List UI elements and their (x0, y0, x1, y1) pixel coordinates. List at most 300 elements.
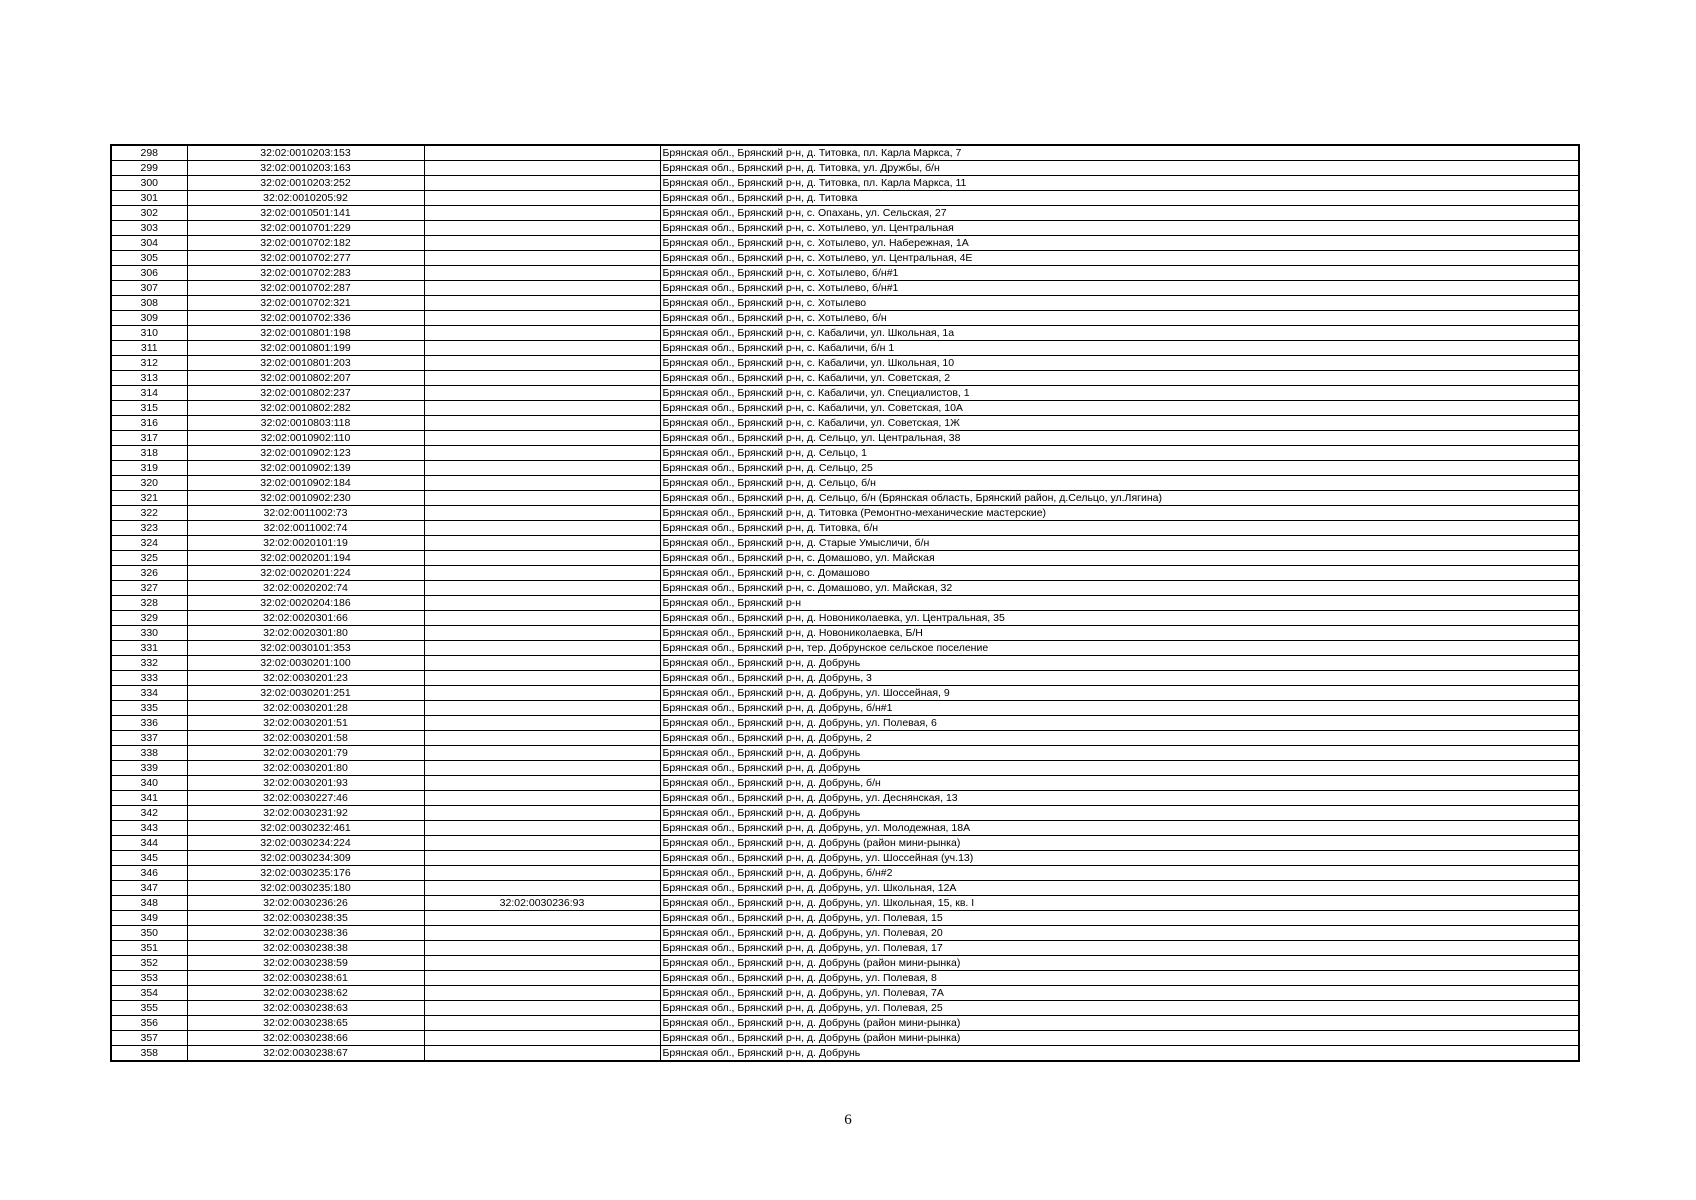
cadastral-number-cell: 32:02:0030201:80 (187, 761, 424, 776)
cadastral-number-cell: 32:02:0020201:194 (187, 551, 424, 566)
address-cell: Брянская обл., Брянский р-н, д. Добрунь, ул. Полевая, 6 (660, 716, 1579, 731)
row-number-cell: 333 (111, 671, 187, 686)
related-cadastral-number-cell: 32:02:0030236:93 (424, 896, 660, 911)
related-cadastral-number-cell (424, 596, 660, 611)
related-cadastral-number-cell (424, 506, 660, 521)
table-row (111, 641, 1579, 656)
table-row (111, 521, 1579, 536)
table-row (111, 791, 1579, 806)
address-cell: Брянская обл., Брянский р-н, с. Опахань, ул. Сельская, 27 (660, 206, 1579, 221)
row-number-cell: 351 (111, 941, 187, 956)
row-number-cell: 303 (111, 221, 187, 236)
related-cadastral-number-cell (424, 746, 660, 761)
row-number-cell: 336 (111, 716, 187, 731)
table-row (111, 971, 1579, 986)
cadastral-number-cell: 32:02:0030201:79 (187, 746, 424, 761)
table-row (111, 896, 1579, 911)
related-cadastral-number-cell (424, 491, 660, 506)
table-row (111, 596, 1579, 611)
table-row (111, 145, 1579, 161)
related-cadastral-number-cell (424, 731, 660, 746)
cadastral-number-cell: 32:02:0010801:199 (187, 341, 424, 356)
address-cell: Брянская обл., Брянский р-н, д. Сельцо, б/н (Брянская область, Брянский район, д.Сельцо, ул.Лягина) (660, 491, 1579, 506)
address-cell: Брянская обл., Брянский р-н, д. Добрунь, ул. Полевая, 25 (660, 1001, 1579, 1016)
address-cell: Брянская обл., Брянский р-н, д. Добрунь, ул. Школьная, 12А (660, 881, 1579, 896)
row-number-cell: 305 (111, 251, 187, 266)
table-row (111, 266, 1579, 281)
table-row (111, 161, 1579, 176)
cadastral-number-cell: 32:02:0010803:118 (187, 416, 424, 431)
related-cadastral-number-cell (424, 671, 660, 686)
table-row (111, 731, 1579, 746)
cadastral-number-cell: 32:02:0010701:229 (187, 221, 424, 236)
cadastral-number-cell: 32:02:0010902:139 (187, 461, 424, 476)
table-row (111, 551, 1579, 566)
related-cadastral-number-cell (424, 791, 660, 806)
cadastral-number-cell: 32:02:0030235:176 (187, 866, 424, 881)
table-row (111, 836, 1579, 851)
address-cell: Брянская обл., Брянский р-н, с. Домашово, ул. Майская (660, 551, 1579, 566)
related-cadastral-number-cell (424, 956, 660, 971)
cadastral-number-cell: 32:02:0010205:92 (187, 191, 424, 206)
related-cadastral-number-cell (424, 641, 660, 656)
table-row (111, 506, 1579, 521)
related-cadastral-number-cell (424, 806, 660, 821)
cadastral-number-cell: 32:02:0030238:36 (187, 926, 424, 941)
related-cadastral-number-cell (424, 356, 660, 371)
related-cadastral-number-cell (424, 476, 660, 491)
address-cell: Брянская обл., Брянский р-н, с. Кабаличи, ул. Советская, 2 (660, 371, 1579, 386)
row-number-cell: 345 (111, 851, 187, 866)
address-cell: Брянская обл., Брянский р-н, д. Добрунь (район мини-рынка) (660, 1031, 1579, 1046)
cadastral-number-cell: 32:02:0030238:62 (187, 986, 424, 1001)
table-row (111, 566, 1579, 581)
related-cadastral-number-cell (424, 461, 660, 476)
table-row (111, 191, 1579, 206)
row-number-cell: 352 (111, 956, 187, 971)
row-number-cell: 343 (111, 821, 187, 836)
table-row (111, 956, 1579, 971)
address-cell: Брянская обл., Брянский р-н, д. Добрунь, ул. Шоссейная (уч.13) (660, 851, 1579, 866)
row-number-cell: 299 (111, 161, 187, 176)
table-row (111, 281, 1579, 296)
row-number-cell: 308 (111, 296, 187, 311)
cadastral-number-cell: 32:02:0010203:153 (187, 145, 424, 161)
row-number-cell: 322 (111, 506, 187, 521)
cadastral-number-cell: 32:02:0030238:65 (187, 1016, 424, 1031)
related-cadastral-number-cell (424, 1031, 660, 1046)
related-cadastral-number-cell (424, 251, 660, 266)
table-row (111, 986, 1579, 1001)
cadastral-number-cell: 32:02:0020101:19 (187, 536, 424, 551)
address-cell: Брянская обл., Брянский р-н, д. Титовка, пл. Карла Маркса, 7 (660, 145, 1579, 161)
related-cadastral-number-cell (424, 371, 660, 386)
cadastral-number-cell: 32:02:0030238:66 (187, 1031, 424, 1046)
table-row (111, 746, 1579, 761)
row-number-cell: 311 (111, 341, 187, 356)
address-cell: Брянская обл., Брянский р-н, с. Домашово (660, 566, 1579, 581)
address-cell: Брянская обл., Брянский р-н, с. Кабаличи, ул. Советская, 1Ж (660, 416, 1579, 431)
related-cadastral-number-cell (424, 341, 660, 356)
table-row (111, 401, 1579, 416)
address-cell: Брянская обл., Брянский р-н, с. Кабаличи, ул. Советская, 10А (660, 401, 1579, 416)
address-cell: Брянская обл., Брянский р-н, д. Титовка (660, 191, 1579, 206)
related-cadastral-number-cell (424, 581, 660, 596)
table-row (111, 701, 1579, 716)
address-cell: Брянская обл., Брянский р-н, д. Сельцо, б/н (660, 476, 1579, 491)
row-number-cell: 332 (111, 656, 187, 671)
table-row (111, 371, 1579, 386)
related-cadastral-number-cell (424, 176, 660, 191)
cadastral-number-cell: 32:02:0030101:353 (187, 641, 424, 656)
row-number-cell: 313 (111, 371, 187, 386)
related-cadastral-number-cell (424, 236, 660, 251)
row-number-cell: 335 (111, 701, 187, 716)
row-number-cell: 301 (111, 191, 187, 206)
table-row (111, 716, 1579, 731)
related-cadastral-number-cell (424, 611, 660, 626)
cadastral-number-cell: 32:02:0030227:46 (187, 791, 424, 806)
row-number-cell: 315 (111, 401, 187, 416)
cadastral-number-cell: 32:02:0030238:61 (187, 971, 424, 986)
row-number-cell: 318 (111, 446, 187, 461)
table-row (111, 806, 1579, 821)
cadastral-number-cell: 32:02:0010801:198 (187, 326, 424, 341)
address-cell: Брянская обл., Брянский р-н, д. Добрунь, б/н (660, 776, 1579, 791)
row-number-cell: 326 (111, 566, 187, 581)
cadastral-number-cell: 32:02:0030201:100 (187, 656, 424, 671)
address-cell: Брянская обл., Брянский р-н, д. Добрунь (660, 656, 1579, 671)
table-row (111, 206, 1579, 221)
table-row (111, 821, 1579, 836)
related-cadastral-number-cell (424, 821, 660, 836)
address-cell: Брянская обл., Брянский р-н, д. Добрунь, ул. Деснянская, 13 (660, 791, 1579, 806)
row-number-cell: 347 (111, 881, 187, 896)
table-row (111, 581, 1579, 596)
cadastral-number-cell: 32:02:0030201:23 (187, 671, 424, 686)
table-row (111, 926, 1579, 941)
related-cadastral-number-cell (424, 431, 660, 446)
related-cadastral-number-cell (424, 656, 660, 671)
address-cell: Брянская обл., Брянский р-н, д. Добрунь (660, 806, 1579, 821)
address-cell: Брянская обл., Брянский р-н, д. Добрунь (660, 1046, 1579, 1062)
table-row (111, 461, 1579, 476)
cadastral-number-cell: 32:02:0010203:252 (187, 176, 424, 191)
table-row (111, 356, 1579, 371)
cadastral-number-cell: 32:02:0030201:93 (187, 776, 424, 791)
address-cell: Брянская обл., Брянский р-н, д. Добрунь, б/н#1 (660, 701, 1579, 716)
cadastral-number-cell: 32:02:0030201:251 (187, 686, 424, 701)
row-number-cell: 329 (111, 611, 187, 626)
address-cell: Брянская обл., Брянский р-н, д. Добрунь, ул. Полевая, 7А (660, 986, 1579, 1001)
cadastral-number-cell: 32:02:0010702:277 (187, 251, 424, 266)
address-cell: Брянская обл., Брянский р-н, д. Сельцо, 25 (660, 461, 1579, 476)
row-number-cell: 327 (111, 581, 187, 596)
related-cadastral-number-cell (424, 1001, 660, 1016)
address-cell: Брянская обл., Брянский р-н, д. Добрунь, 3 (660, 671, 1579, 686)
related-cadastral-number-cell (424, 266, 660, 281)
table-body (111, 145, 1579, 1061)
table-row (111, 236, 1579, 251)
cadastral-number-cell: 32:02:0030232:461 (187, 821, 424, 836)
address-cell: Брянская обл., Брянский р-н, д. Добрунь, ул. Шоссейная, 9 (660, 686, 1579, 701)
address-cell: Брянская обл., Брянский р-н, д. Сельцо, ул. Центральная, 38 (660, 431, 1579, 446)
cadastral-number-cell: 32:02:0010902:184 (187, 476, 424, 491)
cadastral-number-cell: 32:02:0010902:123 (187, 446, 424, 461)
row-number-cell: 302 (111, 206, 187, 221)
cadastral-number-cell: 32:02:0030238:35 (187, 911, 424, 926)
related-cadastral-number-cell (424, 716, 660, 731)
related-cadastral-number-cell (424, 161, 660, 176)
row-number-cell: 337 (111, 731, 187, 746)
table-row (111, 446, 1579, 461)
row-number-cell: 353 (111, 971, 187, 986)
related-cadastral-number-cell (424, 191, 660, 206)
row-number-cell: 344 (111, 836, 187, 851)
row-number-cell: 306 (111, 266, 187, 281)
row-number-cell: 323 (111, 521, 187, 536)
table-row (111, 221, 1579, 236)
cadastral-number-cell: 32:02:0030234:309 (187, 851, 424, 866)
property-table (110, 144, 1580, 1062)
address-cell: Брянская обл., Брянский р-н, с. Кабаличи, б/н 1 (660, 341, 1579, 356)
address-cell: Брянская обл., Брянский р-н, с. Хотылево, ул. Набережная, 1А (660, 236, 1579, 251)
cadastral-number-cell: 32:02:0010902:110 (187, 431, 424, 446)
row-number-cell: 316 (111, 416, 187, 431)
table-row (111, 431, 1579, 446)
related-cadastral-number-cell (424, 536, 660, 551)
related-cadastral-number-cell (424, 926, 660, 941)
table-row (111, 881, 1579, 896)
related-cadastral-number-cell (424, 386, 660, 401)
table-row (111, 386, 1579, 401)
row-number-cell: 319 (111, 461, 187, 476)
address-cell: Брянская обл., Брянский р-н, д. Новониколаевка, Б/Н (660, 626, 1579, 641)
address-cell: Брянская обл., Брянский р-н, д. Добрунь, ул. Полевая, 20 (660, 926, 1579, 941)
cadastral-number-cell: 32:02:0011002:74 (187, 521, 424, 536)
table-row (111, 671, 1579, 686)
address-cell: Брянская обл., Брянский р-н, д. Добрунь, б/н#2 (660, 866, 1579, 881)
row-number-cell: 300 (111, 176, 187, 191)
cadastral-number-cell: 32:02:0030234:224 (187, 836, 424, 851)
cadastral-number-cell: 32:02:0030238:38 (187, 941, 424, 956)
cadastral-number-cell: 32:02:0010702:321 (187, 296, 424, 311)
related-cadastral-number-cell (424, 446, 660, 461)
row-number-cell: 358 (111, 1046, 187, 1062)
row-number-cell: 324 (111, 536, 187, 551)
row-number-cell: 312 (111, 356, 187, 371)
cadastral-number-cell: 32:02:0010902:230 (187, 491, 424, 506)
address-cell: Брянская обл., Брянский р-н, д. Добрунь, ул. Школьная, 15, кв. I (660, 896, 1579, 911)
table-row (111, 656, 1579, 671)
cadastral-number-cell: 32:02:0010203:163 (187, 161, 424, 176)
address-cell: Брянская обл., Брянский р-н (660, 596, 1579, 611)
table-row (111, 626, 1579, 641)
related-cadastral-number-cell (424, 1016, 660, 1031)
table-row (111, 686, 1579, 701)
row-number-cell: 331 (111, 641, 187, 656)
row-number-cell: 321 (111, 491, 187, 506)
address-cell: Брянская обл., Брянский р-н, с. Хотылево, б/н (660, 311, 1579, 326)
row-number-cell: 328 (111, 596, 187, 611)
row-number-cell: 356 (111, 1016, 187, 1031)
related-cadastral-number-cell (424, 566, 660, 581)
related-cadastral-number-cell (424, 866, 660, 881)
page-number: 6 (844, 1112, 852, 1128)
cadastral-number-cell: 32:02:0011002:73 (187, 506, 424, 521)
row-number-cell: 304 (111, 236, 187, 251)
related-cadastral-number-cell (424, 986, 660, 1001)
table-row (111, 911, 1579, 926)
address-cell: Брянская обл., Брянский р-н, д. Добрунь, ул. Полевая, 15 (660, 911, 1579, 926)
related-cadastral-number-cell (424, 221, 660, 236)
address-cell: Брянская обл., Брянский р-н, д. Добрунь (район мини-рынка) (660, 836, 1579, 851)
cadastral-number-cell: 32:02:0030201:51 (187, 716, 424, 731)
related-cadastral-number-cell (424, 521, 660, 536)
row-number-cell: 314 (111, 386, 187, 401)
related-cadastral-number-cell (424, 836, 660, 851)
address-cell: Брянская обл., Брянский р-н, с. Кабаличи, ул. Школьная, 1а (660, 326, 1579, 341)
address-cell: Брянская обл., Брянский р-н, с. Хотылево (660, 296, 1579, 311)
row-number-cell: 330 (111, 626, 187, 641)
cadastral-number-cell: 32:02:0030238:59 (187, 956, 424, 971)
address-cell: Брянская обл., Брянский р-н, д. Добрунь, ул. Полевая, 8 (660, 971, 1579, 986)
related-cadastral-number-cell (424, 401, 660, 416)
address-cell: Брянская обл., Брянский р-н, д. Добрунь, ул. Полевая, 17 (660, 941, 1579, 956)
row-number-cell: 342 (111, 806, 187, 821)
related-cadastral-number-cell (424, 701, 660, 716)
related-cadastral-number-cell (424, 941, 660, 956)
address-cell: Брянская обл., Брянский р-н, д. Добрунь, 2 (660, 731, 1579, 746)
row-number-cell: 325 (111, 551, 187, 566)
cadastral-number-cell: 32:02:0030238:63 (187, 1001, 424, 1016)
related-cadastral-number-cell (424, 626, 660, 641)
table-row (111, 251, 1579, 266)
table-row (111, 491, 1579, 506)
table-row (111, 941, 1579, 956)
row-number-cell: 310 (111, 326, 187, 341)
address-cell: Брянская обл., Брянский р-н, с. Хотылево, б/н#1 (660, 281, 1579, 296)
table-row (111, 866, 1579, 881)
related-cadastral-number-cell (424, 206, 660, 221)
cadastral-number-cell: 32:02:0030235:180 (187, 881, 424, 896)
row-number-cell: 309 (111, 311, 187, 326)
related-cadastral-number-cell (424, 971, 660, 986)
address-cell: Брянская обл., Брянский р-н, д. Титовка, ул. Дружбы, б/н (660, 161, 1579, 176)
related-cadastral-number-cell (424, 1046, 660, 1062)
row-number-cell: 334 (111, 686, 187, 701)
table-row (111, 776, 1579, 791)
table-row (111, 1031, 1579, 1046)
row-number-cell: 357 (111, 1031, 187, 1046)
cadastral-number-cell: 32:02:0030201:28 (187, 701, 424, 716)
cadastral-number-cell: 32:02:0010702:336 (187, 311, 424, 326)
address-cell: Брянская обл., Брянский р-н, д. Добрунь (660, 761, 1579, 776)
row-number-cell: 355 (111, 1001, 187, 1016)
related-cadastral-number-cell (424, 145, 660, 161)
cadastral-number-cell: 32:02:0020204:186 (187, 596, 424, 611)
address-cell: Брянская обл., Брянский р-н, д. Новониколаевка, ул. Центральная, 35 (660, 611, 1579, 626)
cadastral-number-cell: 32:02:0010802:282 (187, 401, 424, 416)
cadastral-number-cell: 32:02:0010702:287 (187, 281, 424, 296)
cadastral-number-cell: 32:02:0020202:74 (187, 581, 424, 596)
related-cadastral-number-cell (424, 911, 660, 926)
row-number-cell: 298 (111, 145, 187, 161)
address-cell: Брянская обл., Брянский р-н, д. Титовка, б/н (660, 521, 1579, 536)
table-row (111, 341, 1579, 356)
related-cadastral-number-cell (424, 326, 660, 341)
address-cell: Брянская обл., Брянский р-н, с. Хотылево, ул. Центральная (660, 221, 1579, 236)
related-cadastral-number-cell (424, 296, 660, 311)
related-cadastral-number-cell (424, 281, 660, 296)
row-number-cell: 320 (111, 476, 187, 491)
row-number-cell: 307 (111, 281, 187, 296)
related-cadastral-number-cell (424, 761, 660, 776)
table-row (111, 851, 1579, 866)
row-number-cell: 350 (111, 926, 187, 941)
related-cadastral-number-cell (424, 686, 660, 701)
table-row (111, 611, 1579, 626)
related-cadastral-number-cell (424, 776, 660, 791)
address-cell: Брянская обл., Брянский р-н, с. Кабаличи, ул. Специалистов, 1 (660, 386, 1579, 401)
address-cell: Брянская обл., Брянский р-н, д. Добрунь, ул. Молодежная, 18А (660, 821, 1579, 836)
row-number-cell: 339 (111, 761, 187, 776)
address-cell: Брянская обл., Брянский р-н, д. Титовка, пл. Карла Маркса, 11 (660, 176, 1579, 191)
address-cell: Брянская обл., Брянский р-н, д. Сельцо, 1 (660, 446, 1579, 461)
table-row (111, 761, 1579, 776)
address-cell: Брянская обл., Брянский р-н, д. Старые Умысличи, б/н (660, 536, 1579, 551)
cadastral-number-cell: 32:02:0010702:182 (187, 236, 424, 251)
table-row (111, 311, 1579, 326)
table-row (111, 1001, 1579, 1016)
row-number-cell: 338 (111, 746, 187, 761)
table-row (111, 1046, 1579, 1062)
cadastral-number-cell: 32:02:0010802:207 (187, 371, 424, 386)
table-row (111, 296, 1579, 311)
row-number-cell: 346 (111, 866, 187, 881)
related-cadastral-number-cell (424, 311, 660, 326)
address-cell: Брянская обл., Брянский р-н, с. Домашово, ул. Майская, 32 (660, 581, 1579, 596)
row-number-cell: 317 (111, 431, 187, 446)
row-number-cell: 340 (111, 776, 187, 791)
cadastral-number-cell: 32:02:0030238:67 (187, 1046, 424, 1062)
address-cell: Брянская обл., Брянский р-н, с. Хотылево, б/н#1 (660, 266, 1579, 281)
row-number-cell: 349 (111, 911, 187, 926)
cadastral-number-cell: 32:02:0010702:283 (187, 266, 424, 281)
address-cell: Брянская обл., Брянский р-н, тер. Добрунское сельское поселение (660, 641, 1579, 656)
related-cadastral-number-cell (424, 851, 660, 866)
cadastral-number-cell: 32:02:0020201:224 (187, 566, 424, 581)
related-cadastral-number-cell (424, 551, 660, 566)
table-row (111, 536, 1579, 551)
table-row (111, 476, 1579, 491)
cadastral-number-cell: 32:02:0010501:141 (187, 206, 424, 221)
cadastral-number-cell: 32:02:0020301:80 (187, 626, 424, 641)
address-cell: Брянская обл., Брянский р-н, с. Кабаличи, ул. Школьная, 10 (660, 356, 1579, 371)
cadastral-number-cell: 32:02:0030201:58 (187, 731, 424, 746)
row-number-cell: 354 (111, 986, 187, 1001)
cadastral-number-cell: 32:02:0010801:203 (187, 356, 424, 371)
cadastral-number-cell: 32:02:0020301:66 (187, 611, 424, 626)
table-row (111, 416, 1579, 431)
cadastral-number-cell: 32:02:0030236:26 (187, 896, 424, 911)
row-number-cell: 348 (111, 896, 187, 911)
row-number-cell: 341 (111, 791, 187, 806)
address-cell: Брянская обл., Брянский р-н, д. Добрунь (район мини-рынка) (660, 1016, 1579, 1031)
address-cell: Брянская обл., Брянский р-н, д. Добрунь (район мини-рынка) (660, 956, 1579, 971)
related-cadastral-number-cell (424, 416, 660, 431)
table-row (111, 326, 1579, 341)
